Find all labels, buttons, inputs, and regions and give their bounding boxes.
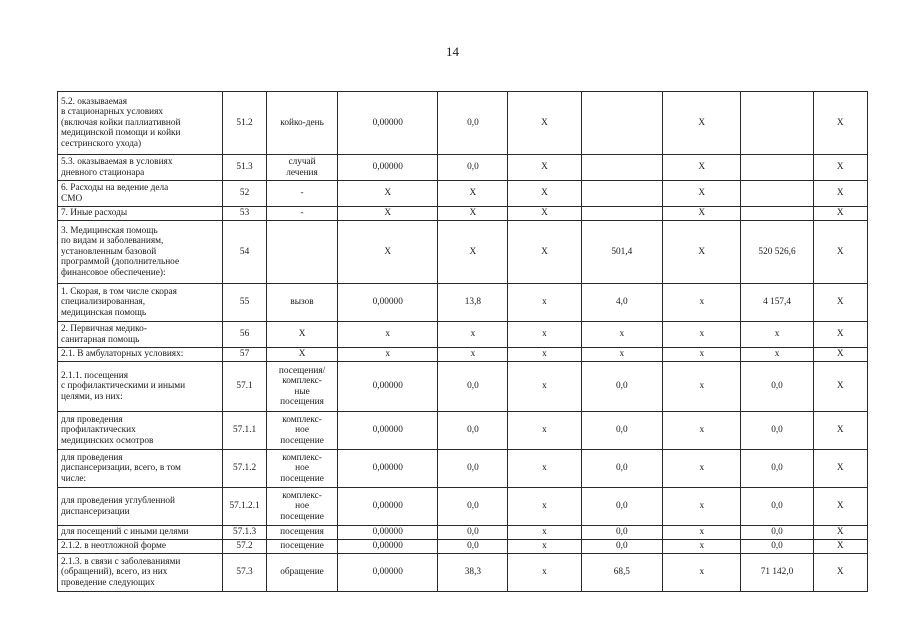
table-row [58,526,868,540]
row-value: X [663,221,741,284]
row-name: 5.3. оказываемая в условиях дневного стационара [58,155,223,181]
row-value: 0,00000 [338,362,438,412]
row-value: X [438,207,508,221]
row-code: 56 [223,322,267,348]
row-value: 0,0 [741,540,813,554]
row-value: х [663,450,741,488]
row-value: X [813,412,867,450]
row-code: 57.1.1 [223,412,267,450]
row-value: 0,0 [438,362,508,412]
row-value: х [508,412,581,450]
row-value: х [508,488,581,526]
table-row [58,181,868,207]
row-value: X [663,155,741,181]
row-value: х [508,322,581,348]
row-value [581,181,663,207]
row-value: 0,0 [438,526,508,540]
row-value: X [508,221,581,284]
row-value: х [663,322,741,348]
row-value: х [663,348,741,362]
table-row [58,284,868,322]
row-name: для посещений с иными целями [58,526,223,540]
row-unit: - [267,207,338,221]
table-row [58,412,868,450]
row-value: х [508,540,581,554]
page-number: 14 [446,44,459,59]
row-value: X [813,348,867,362]
row-value: 0,0 [581,450,663,488]
row-value: 0,0 [581,362,663,412]
row-value: 0,0 [741,526,813,540]
row-value: х [663,540,741,554]
row-value: X [813,155,867,181]
row-value: 0,0 [581,540,663,554]
row-value: х [508,554,581,592]
row-value: х [663,554,741,592]
row-code: 57.1.3 [223,526,267,540]
row-code: 51.3 [223,155,267,181]
row-value: 0,0 [741,488,813,526]
table-row [58,221,868,284]
row-value: X [663,92,741,155]
row-value: 0,0 [438,450,508,488]
row-name: 2.1.3. в связи с заболеваниями (обращений), всего, из них проведение следующих [58,554,223,592]
row-value: х [438,322,508,348]
row-value: 520 526,6 [741,221,813,284]
row-name: 2.1.2. в неотложной форме [58,540,223,554]
row-unit: комплекс- ное посещение [267,450,338,488]
row-value: 501,4 [581,221,663,284]
row-unit: посещения [267,526,338,540]
row-code: 55 [223,284,267,322]
row-value [741,207,813,221]
row-value: X [813,526,867,540]
row-code: 57.1 [223,362,267,412]
row-value: 0,0 [741,412,813,450]
row-value [581,207,663,221]
row-unit: посещения/ комплекс- ные посещения [267,362,338,412]
row-value: 0,0 [438,155,508,181]
row-value: X [438,181,508,207]
row-value: 0,0 [741,450,813,488]
row-value: 0,0 [741,362,813,412]
row-name: 3. Медицинская помощь по видам и заболеваниям, установленным базовой программой (дополнительное финансовое обеспечение): [58,221,223,284]
row-value [581,155,663,181]
row-name: 5.2. оказываемая в стационарных условиях (включая койки паллиативной медицинской помощи и койки сестринского ухода) [58,92,223,155]
table-row [58,450,868,488]
row-name: 7. Иные расходы [58,207,223,221]
row-value [741,181,813,207]
row-value: X [508,92,581,155]
row-value: 0,0 [581,412,663,450]
row-value: X [813,284,867,322]
row-value: 0,00000 [338,554,438,592]
row-value: X [813,554,867,592]
row-value: X [508,181,581,207]
row-value: X [508,207,581,221]
row-value: X [438,221,508,284]
row-code: 57.2 [223,540,267,554]
table-row [58,540,868,554]
row-value: 0,0 [581,526,663,540]
row-unit: вызов [267,284,338,322]
row-unit [267,221,338,284]
row-name: 2. Первичная медико- санитарная помощь [58,322,223,348]
row-value: 0,00000 [338,284,438,322]
row-unit: случай лечения [267,155,338,181]
table-row [58,92,868,155]
row-value: X [508,155,581,181]
row-value: X [813,450,867,488]
row-value: 0,00000 [338,526,438,540]
row-value: х [508,526,581,540]
row-value: х [741,348,813,362]
row-name: 1. Скорая, в том числе скорая специализированная, медицинская помощь [58,284,223,322]
row-value: X [813,92,867,155]
row-value: X [813,488,867,526]
row-value: х [741,322,813,348]
table-row [58,348,868,362]
row-code: 57 [223,348,267,362]
row-name: 2.1. В амбулаторных условиях: [58,348,223,362]
table-row [58,488,868,526]
row-name: для проведения углубленной диспансеризации [58,488,223,526]
row-value [741,155,813,181]
row-value: х [508,450,581,488]
row-name: для проведения диспансеризации, всего, в том числе: [58,450,223,488]
row-value: X [813,221,867,284]
row-value: 0,0 [438,92,508,155]
row-value: 0,00000 [338,92,438,155]
row-unit: комплекс- ное посещение [267,488,338,526]
row-name: 2.1.1. посещения с профилактическими и иными целями, из них: [58,362,223,412]
row-code: 57.3 [223,554,267,592]
row-value: X [338,207,438,221]
row-value: х [663,362,741,412]
row-unit: посещение [267,540,338,554]
row-value: X [813,207,867,221]
row-value: X [813,322,867,348]
row-value: 0,00000 [338,488,438,526]
row-value: 0,0 [438,540,508,554]
row-name: 6. Расходы на ведение дела СМО [58,181,223,207]
row-value: 0,00000 [338,412,438,450]
row-value: х [581,348,663,362]
row-code: 51.2 [223,92,267,155]
row-value: х [508,348,581,362]
row-code: 57.1.2 [223,450,267,488]
row-value: х [508,362,581,412]
row-name: для проведения профилактических медицинских осмотров [58,412,223,450]
row-unit: X [267,348,338,362]
row-value: 0,0 [581,488,663,526]
row-value: х [508,284,581,322]
row-value: 0,00000 [338,155,438,181]
row-value: X [338,181,438,207]
row-value: 71 142,0 [741,554,813,592]
financing-table [57,91,868,592]
row-code: 52 [223,181,267,207]
row-value [581,92,663,155]
row-value: X [338,221,438,284]
table-row [58,554,868,592]
table-row [58,322,868,348]
row-value: 38,3 [438,554,508,592]
row-value: 0,0 [438,488,508,526]
row-value [741,92,813,155]
row-unit: комплекс- ное посещение [267,412,338,450]
row-code: 54 [223,221,267,284]
row-value: X [813,362,867,412]
row-value: х [338,322,438,348]
table-row [58,207,868,221]
row-value: 13,8 [438,284,508,322]
row-value: х [663,284,741,322]
row-code: 57.1.2.1 [223,488,267,526]
row-value: х [663,488,741,526]
row-value: 4 157,4 [741,284,813,322]
row-value: х [581,322,663,348]
row-unit: X [267,322,338,348]
row-value: X [813,181,867,207]
row-value: 0,00000 [338,540,438,554]
row-value: X [663,207,741,221]
table-row [58,362,868,412]
row-unit: - [267,181,338,207]
row-value: 0,00000 [338,450,438,488]
row-value: 4,0 [581,284,663,322]
row-value: X [663,181,741,207]
row-value: х [663,412,741,450]
row-value: 68,5 [581,554,663,592]
row-value: 0,0 [438,412,508,450]
row-unit: обращение [267,554,338,592]
row-code: 53 [223,207,267,221]
row-value: X [813,540,867,554]
row-value: х [338,348,438,362]
row-unit: койко-день [267,92,338,155]
row-value: х [663,526,741,540]
row-value: х [438,348,508,362]
table-row [58,155,868,181]
